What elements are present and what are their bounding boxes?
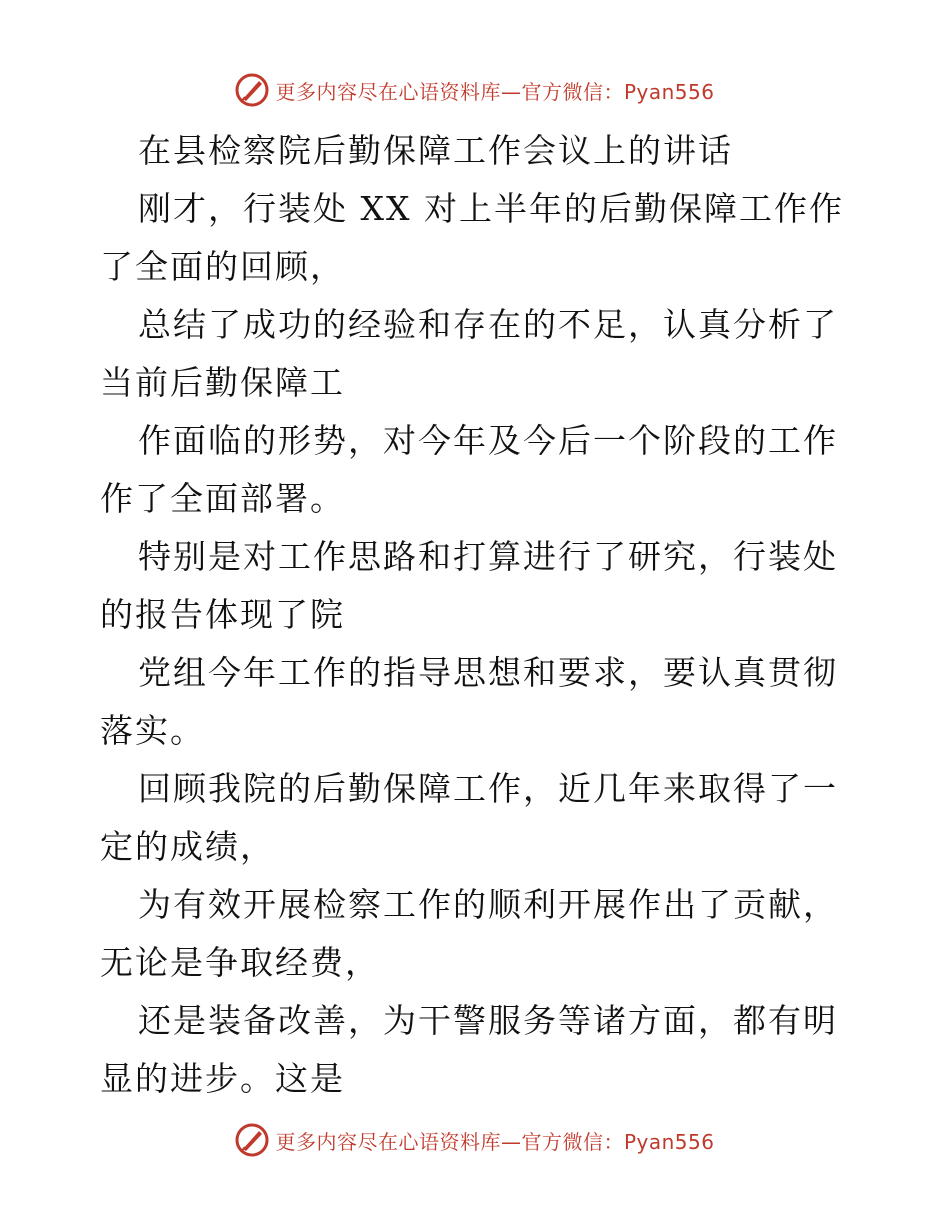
paragraph: 作面临的形势，对今年及今后一个阶段的工作作了全面部署。: [100, 421, 838, 518]
paragraph: 党组今年工作的指导思想和要求，要认真贯彻落实。: [100, 653, 838, 750]
feather-pen-logo-icon: [235, 73, 269, 107]
paragraph: 刚才，行装处 XX 对上半年的后勤保障工作作了全面的回顾，: [100, 189, 844, 286]
document-title: 在县检察院后勤保障工作会议上的讲话: [138, 131, 733, 170]
banner-text: 更多内容尽在心语资料库—官方微信：Pyan556: [275, 1129, 715, 1154]
banner-text: 更多内容尽在心语资料库—官方微信：Pyan556: [275, 79, 715, 104]
paragraph: 还是装备改善，为干警服务等诸方面，都有明显的进步。这是: [100, 1001, 838, 1098]
paragraph: 特别是对工作思路和打算进行了研究，行装处的报告体现了院: [100, 537, 838, 634]
document-body: [100, 122, 852, 1108]
paragraph: 为有效开展检察工作的顺利开展作出了贡献，无论是争取经费，: [100, 885, 838, 982]
feather-pen-logo-icon: [235, 1123, 269, 1157]
header-banner: [0, 70, 950, 110]
paragraph: 回顾我院的后勤保障工作，近几年来取得了一定的成绩，: [100, 769, 838, 866]
footer-banner: [0, 1120, 950, 1160]
paragraph: 总结了成功的经验和存在的不足，认真分析了当前后勤保障工: [100, 305, 838, 402]
